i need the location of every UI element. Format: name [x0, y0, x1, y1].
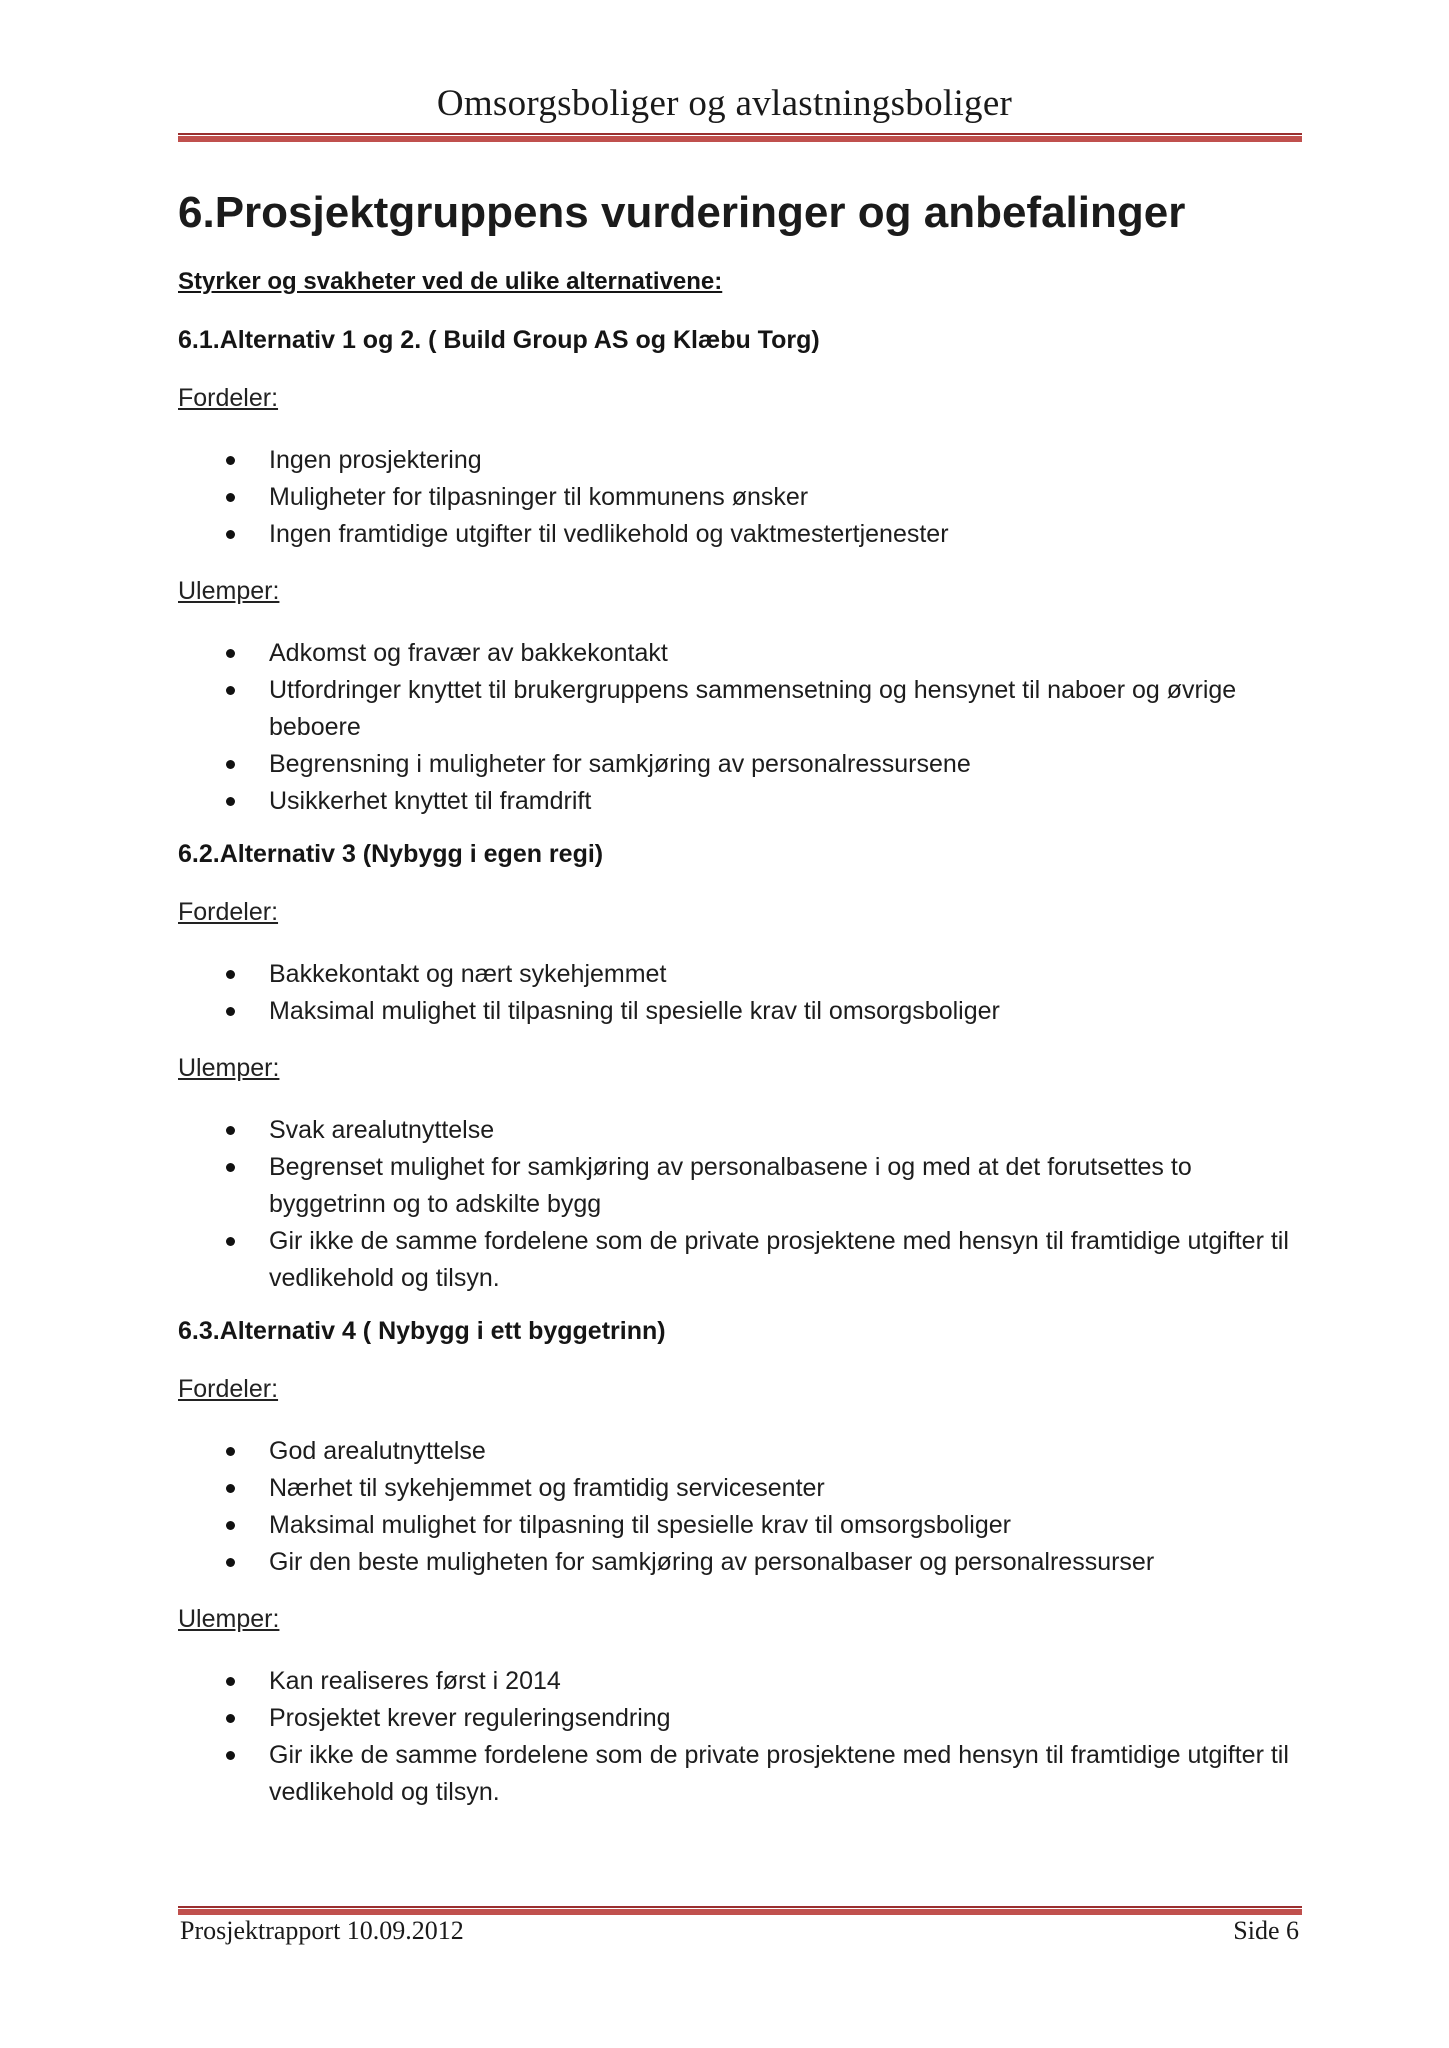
- header-rule: [178, 133, 1302, 142]
- running-header-title: Omsorgsboliger og avlastningsboliger: [436, 83, 1013, 124]
- intro-heading: Styrker og svakheter ved de ulike alternativene:: [178, 268, 723, 295]
- list-item: Gir ikke de samme fordelene som de private prosjektene med hensyn til framtidige utgifter til vedlikehold og tilsyn.: [178, 1223, 1302, 1297]
- disadvantages-list: [178, 1663, 1302, 1811]
- list-item: Adkomst og fravær av bakkekontakt: [178, 635, 1302, 672]
- list-item: Gir den beste muligheten for samkjøring av personalbaser og personalressurser: [178, 1544, 1302, 1581]
- list-item: Ingen framtidige utgifter til vedlikehold og vaktmestertjenester: [178, 516, 1302, 553]
- list-item: Ingen prosjektering: [178, 442, 1302, 479]
- advantages-label: Fordeler:: [178, 384, 279, 412]
- list-item: Utfordringer knyttet til brukergruppens sammensetning og hensynet til naboer og øvrige beboere: [178, 672, 1302, 746]
- list-item: Muligheter for tilpasninger til kommunens ønsker: [178, 479, 1302, 516]
- list-item: Usikkerhet knyttet til framdrift: [178, 783, 1302, 820]
- advantages-label: Fordeler:: [178, 898, 279, 926]
- advantages-list: [178, 442, 1302, 553]
- section-heading-6-2: 6.2.Alternativ 3 (Nybygg i egen regi): [178, 840, 604, 868]
- list-item: Bakkekontakt og nært sykehjemmet: [178, 956, 1302, 993]
- list-item: Begrensning i muligheter for samkjøring av personalressursene: [178, 746, 1302, 783]
- disadvantages-list: [178, 1112, 1302, 1297]
- list-item: Svak arealutnyttelse: [178, 1112, 1302, 1149]
- footer-rule: [178, 1906, 1302, 1915]
- advantages-list: [178, 1433, 1302, 1581]
- page-content: [178, 178, 1302, 1825]
- disadvantages-label: Ulemper:: [178, 1054, 280, 1082]
- disadvantages-label: Ulemper:: [178, 577, 280, 605]
- list-item: Maksimal mulighet til tilpasning til spesielle krav til omsorgsboliger: [178, 993, 1302, 1030]
- list-item: Gir ikke de samme fordelene som de private prosjektene med hensyn til framtidige utgifter til vedlikehold og tilsyn.: [178, 1737, 1302, 1811]
- list-item: Begrenset mulighet for samkjøring av personalbasene i og med at det forutsettes to byggetrinn og to adskilte bygg: [178, 1149, 1302, 1223]
- list-item: Nærhet til sykehjemmet og framtidig servicesenter: [178, 1470, 1302, 1507]
- list-item: Prosjektet krever reguleringsendring: [178, 1700, 1302, 1737]
- advantages-label: Fordeler:: [178, 1375, 279, 1403]
- section-heading-6-1: 6.1.Alternativ 1 og 2. ( Build Group AS og Klæbu Torg): [178, 326, 820, 354]
- chapter-title: 6.Prosjektgruppens vurderinger og anbefalinger: [178, 188, 1186, 237]
- disadvantages-label: Ulemper:: [178, 1605, 280, 1633]
- list-item: Kan realiseres først i 2014: [178, 1663, 1302, 1700]
- footer-report-date: Prosjektrapport 10.09.2012: [180, 1916, 464, 1945]
- advantages-list: [178, 956, 1302, 1030]
- list-item: Maksimal mulighet for tilpasning til spesielle krav til omsorgsboliger: [178, 1507, 1302, 1544]
- footer-page-number: Side 6: [1233, 1916, 1299, 1945]
- section-heading-6-3: 6.3.Alternativ 4 ( Nybygg i ett byggetrinn): [178, 1317, 666, 1345]
- list-item: God arealutnyttelse: [178, 1433, 1302, 1470]
- disadvantages-list: [178, 635, 1302, 820]
